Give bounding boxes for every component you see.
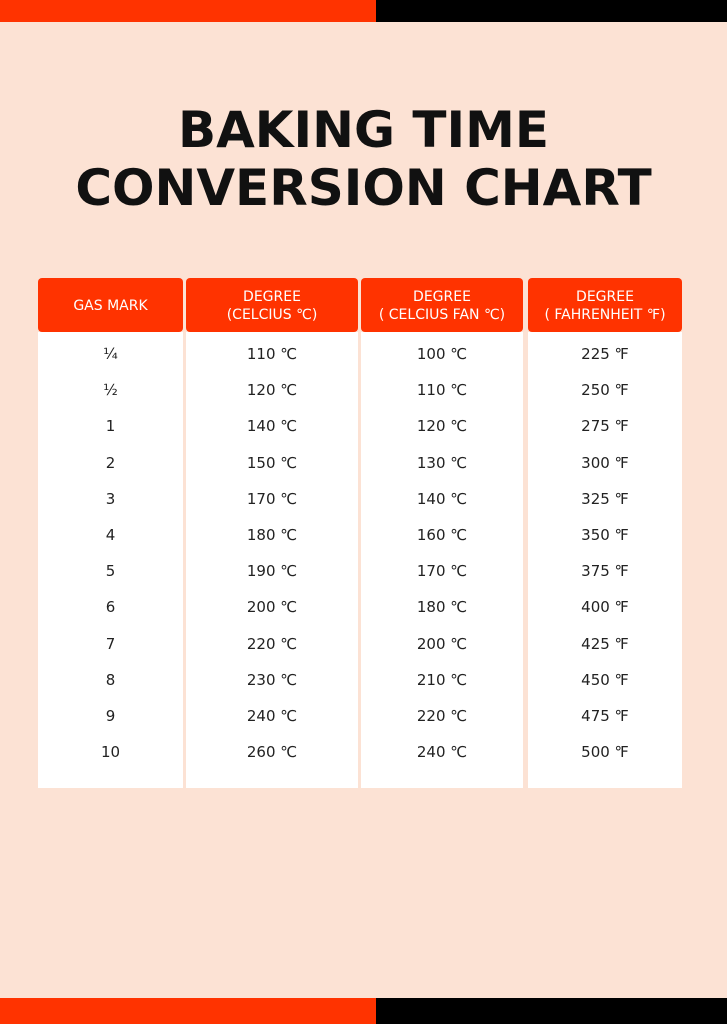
table-cell: 10 — [100, 743, 121, 762]
column-body-gas-mark — [38, 332, 183, 788]
table-cell: 425 ℉ — [581, 634, 629, 653]
table-cell: 130 ℃ — [416, 453, 468, 472]
table-cell: 170 ℃ — [246, 489, 298, 508]
column-celsius-fan — [361, 278, 523, 788]
table-cell: 220 ℃ — [246, 634, 298, 653]
table-cell: 240 ℃ — [416, 743, 468, 762]
table-cell: 9 — [105, 706, 116, 725]
table-cell: 450 ℉ — [581, 670, 629, 689]
column-header-line-1: DEGREE — [243, 289, 301, 305]
table-cell: 230 ℃ — [246, 670, 298, 689]
table-cell: ¼ — [103, 345, 118, 363]
table-cell: 300 ℉ — [581, 453, 629, 472]
column-header-fahrenheit — [528, 278, 682, 332]
table-cell: 1 — [105, 417, 116, 436]
table-cell: 4 — [105, 525, 116, 544]
table-cell: 110 ℃ — [246, 345, 298, 363]
bottom-accent-bar-red — [0, 998, 376, 1024]
table-cell: 120 ℃ — [246, 381, 298, 400]
table-cell: 275 ℉ — [581, 417, 629, 436]
table-cell: 100 ℃ — [416, 345, 468, 363]
table-cell: 200 ℃ — [416, 634, 468, 653]
bottom-accent-bar-black — [376, 998, 727, 1024]
table-cell: 140 ℃ — [246, 417, 298, 436]
top-accent-bar-red — [0, 0, 376, 22]
table-cell: 110 ℃ — [416, 381, 468, 400]
table-cell: 160 ℃ — [416, 525, 468, 544]
table-cell: 2 — [105, 453, 116, 472]
table-cell: 240 ℃ — [246, 706, 298, 725]
table-cell: 260 ℃ — [246, 743, 298, 762]
column-header-gas-mark — [38, 278, 183, 332]
table-cell: 180 ℃ — [246, 525, 298, 544]
table-cell: 350 ℉ — [581, 525, 629, 544]
page-title-line-2: CONVERSION CHART — [75, 159, 652, 217]
table-cell: 8 — [105, 670, 116, 689]
page-title-line-1: BAKING TIME — [177, 101, 550, 159]
table-cell: 3 — [105, 489, 116, 508]
table-cell: 400 ℉ — [581, 598, 629, 617]
column-body-celsius-fan — [361, 332, 523, 788]
column-body-celsius — [186, 332, 358, 788]
table-cell: 7 — [105, 634, 116, 653]
column-header-line-1: GAS MARK — [73, 298, 148, 314]
table-cell: 120 ℃ — [416, 417, 468, 436]
column-header-celsius-fan — [361, 278, 523, 332]
column-gas-mark — [38, 278, 183, 788]
table-cell: 475 ℉ — [581, 706, 629, 725]
table-cell: 250 ℉ — [581, 381, 629, 400]
table-cell: 210 ℃ — [416, 670, 468, 689]
table-cell: 225 ℉ — [581, 345, 629, 363]
column-body-fahrenheit — [528, 332, 682, 788]
table-cell: ½ — [103, 381, 118, 400]
table-cell: 180 ℃ — [416, 598, 468, 617]
top-accent-bar-black — [376, 0, 727, 22]
column-header-line-2: ( FAHRENHEIT ℉) — [544, 307, 666, 323]
column-fahrenheit — [528, 278, 682, 788]
table-cell: 6 — [105, 598, 116, 617]
column-header-line-2: (CELCIUS ℃) — [226, 307, 318, 323]
table-cell: 500 ℉ — [581, 743, 629, 762]
table-cell: 5 — [105, 562, 116, 581]
table-cell: 220 ℃ — [416, 706, 468, 725]
table-cell: 200 ℃ — [246, 598, 298, 617]
column-header-line-1: DEGREE — [576, 289, 634, 305]
table-cell: 150 ℃ — [246, 453, 298, 472]
table-cell: 325 ℉ — [581, 489, 629, 508]
table-cell: 190 ℃ — [246, 562, 298, 581]
table-cell: 375 ℉ — [581, 562, 629, 581]
column-celsius — [186, 278, 358, 788]
table-cell: 140 ℃ — [416, 489, 468, 508]
column-header-line-2: ( CELCIUS FAN ℃) — [378, 307, 506, 323]
column-header-celsius — [186, 278, 358, 332]
column-header-line-1: DEGREE — [413, 289, 471, 305]
table-cell: 170 ℃ — [416, 562, 468, 581]
